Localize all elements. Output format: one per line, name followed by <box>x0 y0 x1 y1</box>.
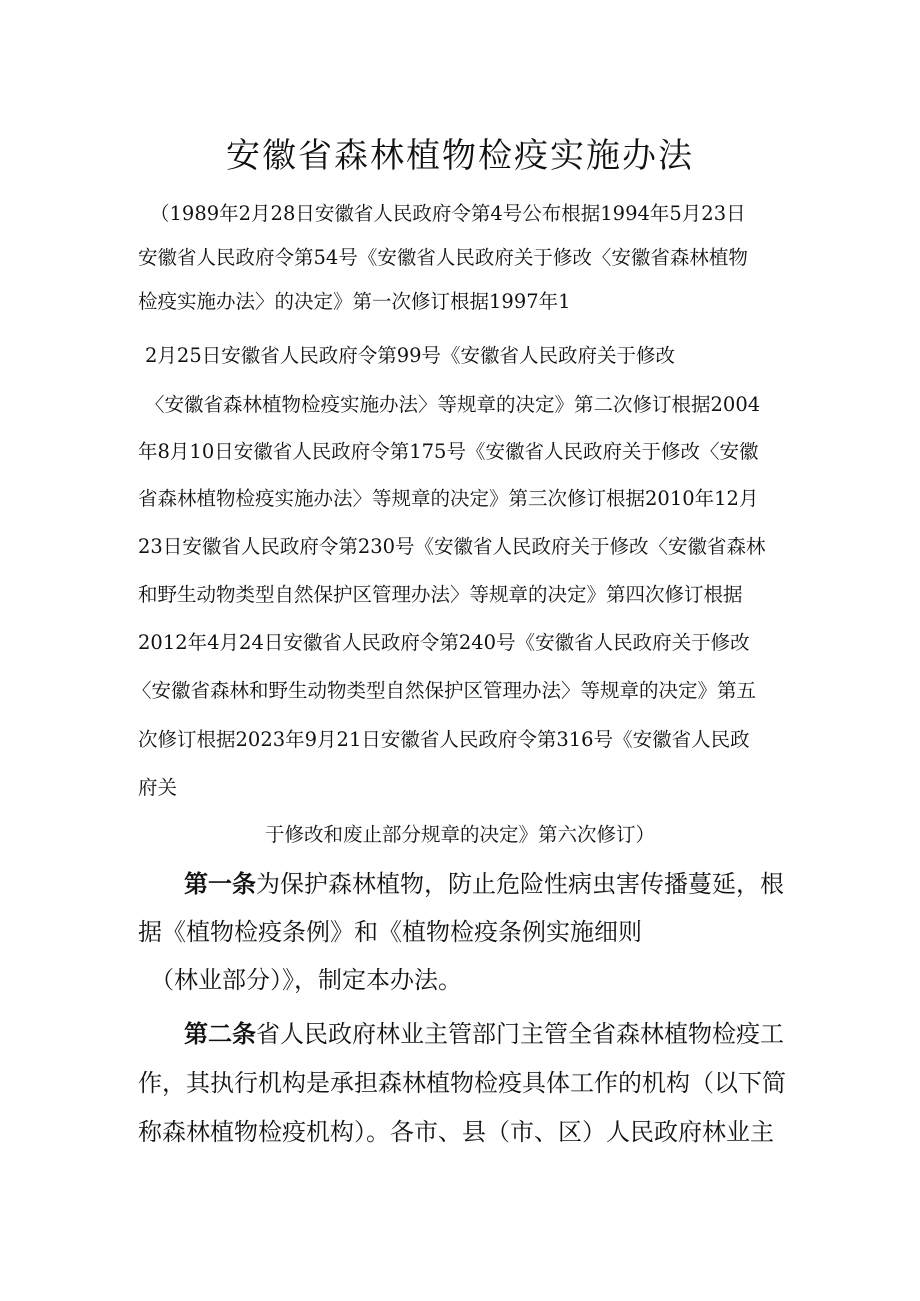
preamble-line: （1989年2月28日安徽省人民政府令第4号公布根据1994年5月23日 <box>150 202 746 225</box>
preamble-line: 检疫实施办法〉的决定》第一次修订根据1997年1 <box>138 290 571 313</box>
preamble-line: 23日安徽省人民政府令第230号《安徽省人民政府关于修改〈安徽省森林 <box>138 535 766 558</box>
article-1-line <box>184 866 784 902</box>
article-2-line: 称森林植物检疫机构）。各市、县（市、区）人民政府林业主 <box>138 1118 774 1146</box>
preamble-line: 安徽省人民政府令第54号《安徽省人民政府关于修改〈安徽省森林植物 <box>138 246 748 269</box>
preamble-line: 2012年4月24日安徽省人民政府令第240号《安徽省人民政府关于修改 <box>138 631 750 654</box>
article-2-text: 省人民政府林业主管部门主管全省森林植物检疫工 <box>256 1020 784 1048</box>
preamble-line: 省森林植物检疫实施办法〉等规章的决定》第三次修订根据2010年12月 <box>138 487 759 510</box>
preamble-line: 于修改和废止部分规章的决定》第六次修订） <box>264 823 655 846</box>
preamble-line: 年8月10日安徽省人民政府令第175号《安徽省人民政府关于修改〈安徽 <box>138 440 759 463</box>
preamble-line: 〈安徽省森林和野生动物类型自然保护区管理办法〉等规章的决定》第五 <box>132 679 757 702</box>
document-title: 安徽省森林植物检疫实施办法 <box>226 136 694 176</box>
preamble-line: 府关 <box>138 776 178 799</box>
article-1-line: 据《植物检疫条例》和《植物检疫条例实施细则 <box>138 918 642 946</box>
preamble-line: 〈安徽省森林植物检疫实施办法〉等规章的决定》第二次修订根据2004 <box>145 393 761 416</box>
preamble-line: 2月25日安徽省人民政府令第99号《安徽省人民政府关于修改 <box>145 344 676 367</box>
article-1-line: （林业部分）》，制定本办法。 <box>150 966 462 994</box>
article-1-text: 为保护森林植物，防止危险性病虫害传播蔓延，根 <box>256 870 784 898</box>
preamble-line: 次修订根据2023年9月21日安徽省人民政府令第316号《安徽省人民政 <box>138 728 750 751</box>
article-2-label: 第二条 <box>184 1020 256 1048</box>
article-2-line: 作，其执行机构是承担森林植物检疫具体工作的机构（以下简 <box>138 1069 786 1097</box>
article-2-line <box>184 1016 784 1052</box>
article-1-label: 第一条 <box>184 870 256 898</box>
preamble-line: 和野生动物类型自然保护区管理办法〉等规章的决定》第四次修订根据 <box>138 583 743 606</box>
